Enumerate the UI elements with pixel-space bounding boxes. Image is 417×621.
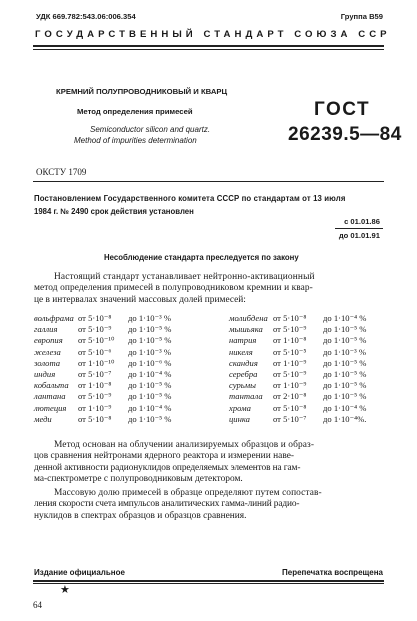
decree-line-1: Постановлением Государственного комитета СССР по стандартам от 13 июля bbox=[34, 194, 346, 203]
range-from: от 5·10⁻⁹ bbox=[273, 324, 307, 335]
table-row bbox=[34, 403, 171, 414]
range-to: до 1·10⁻⁵ % bbox=[323, 324, 367, 335]
range-from: от 5·10⁻⁸ bbox=[273, 402, 307, 413]
element-name: лютеция bbox=[34, 402, 67, 413]
element-name: натрия bbox=[229, 335, 257, 346]
method-line-2: цов сравнения нейтронами ядерного реактора и измерении наве- bbox=[34, 451, 295, 462]
element-name: золота bbox=[34, 357, 61, 368]
table-row bbox=[34, 369, 171, 380]
element-name: цинка bbox=[229, 413, 250, 424]
range-to: до 1·10⁻⁵ % bbox=[128, 391, 172, 402]
table-row bbox=[229, 358, 366, 369]
legal-notice: Несоблюдение стандарта преследуется по закону bbox=[104, 253, 299, 262]
table-row bbox=[34, 347, 171, 358]
intro-line-3: це в интервалах значений массовых долей примесей: bbox=[34, 294, 246, 305]
method-paragraph bbox=[34, 440, 384, 486]
gost-label: ГОСТ bbox=[314, 99, 371, 120]
element-name: серебра bbox=[229, 368, 258, 379]
element-name: меди bbox=[34, 413, 52, 424]
range-from: от 5·10⁻⁸ bbox=[78, 313, 112, 323]
range-from: от 1·10⁻⁹ bbox=[273, 357, 307, 368]
range-from: от 5·10⁻⁹ bbox=[273, 368, 307, 379]
range-from: от 5·10⁻⁹ bbox=[78, 391, 112, 402]
range-from: от 5·10⁻⁸ bbox=[78, 413, 112, 424]
english-title-line2: Method of impurities determination bbox=[74, 136, 197, 145]
table-row bbox=[34, 380, 171, 391]
footer-rule-thick bbox=[33, 580, 384, 582]
element-name: молибдена bbox=[229, 313, 268, 323]
table-row bbox=[229, 313, 366, 324]
header-rule-thin bbox=[33, 49, 384, 50]
range-to: до 1·10⁻⁵ % bbox=[128, 324, 172, 335]
star-icon: ★ bbox=[60, 584, 70, 596]
method-line-3: денной активности радионуклидов определяемых элементов на гам- bbox=[34, 462, 301, 473]
page-number: 64 bbox=[33, 600, 42, 610]
table-row bbox=[229, 391, 366, 402]
reprint-prohibited-label: Перепечатка воспрещена bbox=[282, 568, 383, 577]
range-to: до 1·10⁻⁴ % bbox=[128, 368, 172, 379]
impurity-table-left bbox=[34, 313, 171, 425]
document-title: КРЕМНИЙ ПОЛУПРОВОДНИКОВЫЙ И КВАРЦ bbox=[56, 87, 228, 96]
element-name: галлия bbox=[34, 324, 58, 335]
validity-to: до 01.01.91 bbox=[338, 231, 380, 240]
mass-line-2: ления скорости счета импульсов аналитических гамма-линий радио- bbox=[34, 499, 300, 510]
table-row bbox=[229, 414, 366, 425]
range-to: до 1·10⁻³ % bbox=[128, 346, 171, 357]
range-from: от 5·10⁻⁷ bbox=[273, 413, 307, 424]
element-name: индия bbox=[34, 368, 56, 379]
range-to: до 1·10⁻⁵ % bbox=[128, 380, 172, 391]
document-subtitle: Метод определения примесей bbox=[77, 107, 193, 116]
table-row bbox=[34, 335, 171, 346]
mass-line-3: нуклидов в спектрах образцов и образцов сравнения. bbox=[34, 510, 247, 521]
table-row bbox=[34, 414, 171, 425]
element-name: железа bbox=[34, 346, 61, 357]
impurity-table-right bbox=[229, 313, 366, 425]
table-row bbox=[229, 324, 366, 335]
range-from: от 1·10⁻⁹ bbox=[273, 380, 307, 391]
range-from: от 5·10⁻⁹ bbox=[78, 324, 112, 335]
table-row bbox=[229, 335, 366, 346]
range-to: до 1·10⁻³ % bbox=[323, 346, 366, 357]
header-rule-thick bbox=[33, 45, 384, 47]
element-name: хрома bbox=[229, 402, 251, 413]
element-name: лантана bbox=[34, 391, 66, 402]
table-row bbox=[229, 347, 366, 358]
validity-from: с 01.01.86 bbox=[344, 217, 380, 226]
decree-line-2: 1984 г. № 2490 срок действия установлен bbox=[34, 207, 194, 216]
range-to: до 1·10⁻⁵ % bbox=[323, 380, 367, 391]
udk-code: УДК 669.782:543.06:006.354 bbox=[36, 12, 136, 21]
range-to: до 1·10⁻³ % bbox=[128, 313, 171, 323]
range-from: от 5·10⁻⁵ bbox=[273, 346, 307, 357]
range-from: от 1·10⁻⁸ bbox=[273, 335, 307, 346]
element-name: никеля bbox=[229, 346, 253, 357]
intro-line-1: Настоящий стандарт устанавливает нейтронно-активационный bbox=[54, 272, 315, 282]
mass-line-1: Массовую долю примесей в образце определяют путем сопостав- bbox=[54, 488, 322, 498]
official-edition-label: Издание официальное bbox=[34, 568, 125, 577]
group-code: Группа В59 bbox=[340, 12, 383, 21]
intro-paragraph bbox=[34, 272, 384, 306]
range-from: от 5·10⁻⁸ bbox=[273, 313, 307, 323]
element-name: мышьяка bbox=[229, 324, 263, 335]
table-row bbox=[34, 391, 171, 402]
range-from: от 1·10⁻¹⁰ bbox=[78, 357, 115, 368]
range-to: до 1·10⁻⁵ % bbox=[128, 335, 172, 346]
table-row bbox=[34, 324, 171, 335]
okstu-rule bbox=[33, 181, 384, 182]
element-name: сурьмы bbox=[229, 380, 256, 391]
range-to: до 1·10⁻⁴ % bbox=[323, 402, 367, 413]
table-row bbox=[229, 380, 366, 391]
range-to: до 1·10⁻⁵ % bbox=[128, 413, 172, 424]
range-from: от 2·10⁻⁸ bbox=[273, 391, 307, 402]
method-line-4: ма-спектрометре с полупроводниковым детектором. bbox=[34, 474, 243, 485]
table-row bbox=[34, 313, 171, 324]
element-name: кобальта bbox=[34, 380, 69, 391]
range-from: от 1·10⁻⁸ bbox=[78, 380, 112, 391]
range-to: до 1·10⁻⁶ % bbox=[128, 357, 172, 368]
element-name: скандия bbox=[229, 357, 258, 368]
method-line-1: Метод основан на облучении анализируемых образцов и образ- bbox=[54, 440, 315, 450]
range-to: до 1·10⁻⁴%. bbox=[323, 413, 367, 424]
validity-rule bbox=[335, 228, 383, 229]
range-to: до 1·10⁻⁵ % bbox=[323, 357, 367, 368]
range-to: до 1·10⁻⁵ % bbox=[323, 368, 367, 379]
standard-banner: ГОСУДАРСТВЕННЫЙ СТАНДАРТ СОЮЗА ССР bbox=[35, 29, 391, 40]
range-to: до 1·10⁻⁴ % bbox=[323, 313, 367, 323]
element-name: тантала bbox=[229, 391, 263, 402]
english-title-line1: Semiconductor silicon and quartz. bbox=[90, 125, 211, 134]
element-name: европия bbox=[34, 335, 63, 346]
range-from: от 1·10⁻⁹ bbox=[78, 402, 112, 413]
footer-rule-thin bbox=[33, 583, 384, 584]
gost-number: 26239.5—84 bbox=[288, 124, 402, 145]
table-row bbox=[34, 358, 171, 369]
okstu-code: ОКСТУ 1709 bbox=[36, 167, 87, 177]
range-from: от 5·10⁻⁷ bbox=[78, 368, 112, 379]
range-to: до 1·10⁻⁵ % bbox=[323, 391, 367, 402]
range-from: от 5·10⁻¹⁰ bbox=[78, 335, 115, 346]
range-from: от 5·10⁻⁶ bbox=[78, 346, 112, 357]
range-to: до 1·10⁻⁴ % bbox=[128, 402, 172, 413]
intro-line-2: метод определения примесей в полупроводниковом кремнии и квар- bbox=[34, 283, 313, 294]
element-name: вольфрама bbox=[34, 313, 74, 323]
table-row bbox=[229, 403, 366, 414]
mass-fraction-paragraph bbox=[34, 488, 384, 522]
range-to: до 1·10⁻⁵ % bbox=[323, 335, 367, 346]
table-row bbox=[229, 369, 366, 380]
